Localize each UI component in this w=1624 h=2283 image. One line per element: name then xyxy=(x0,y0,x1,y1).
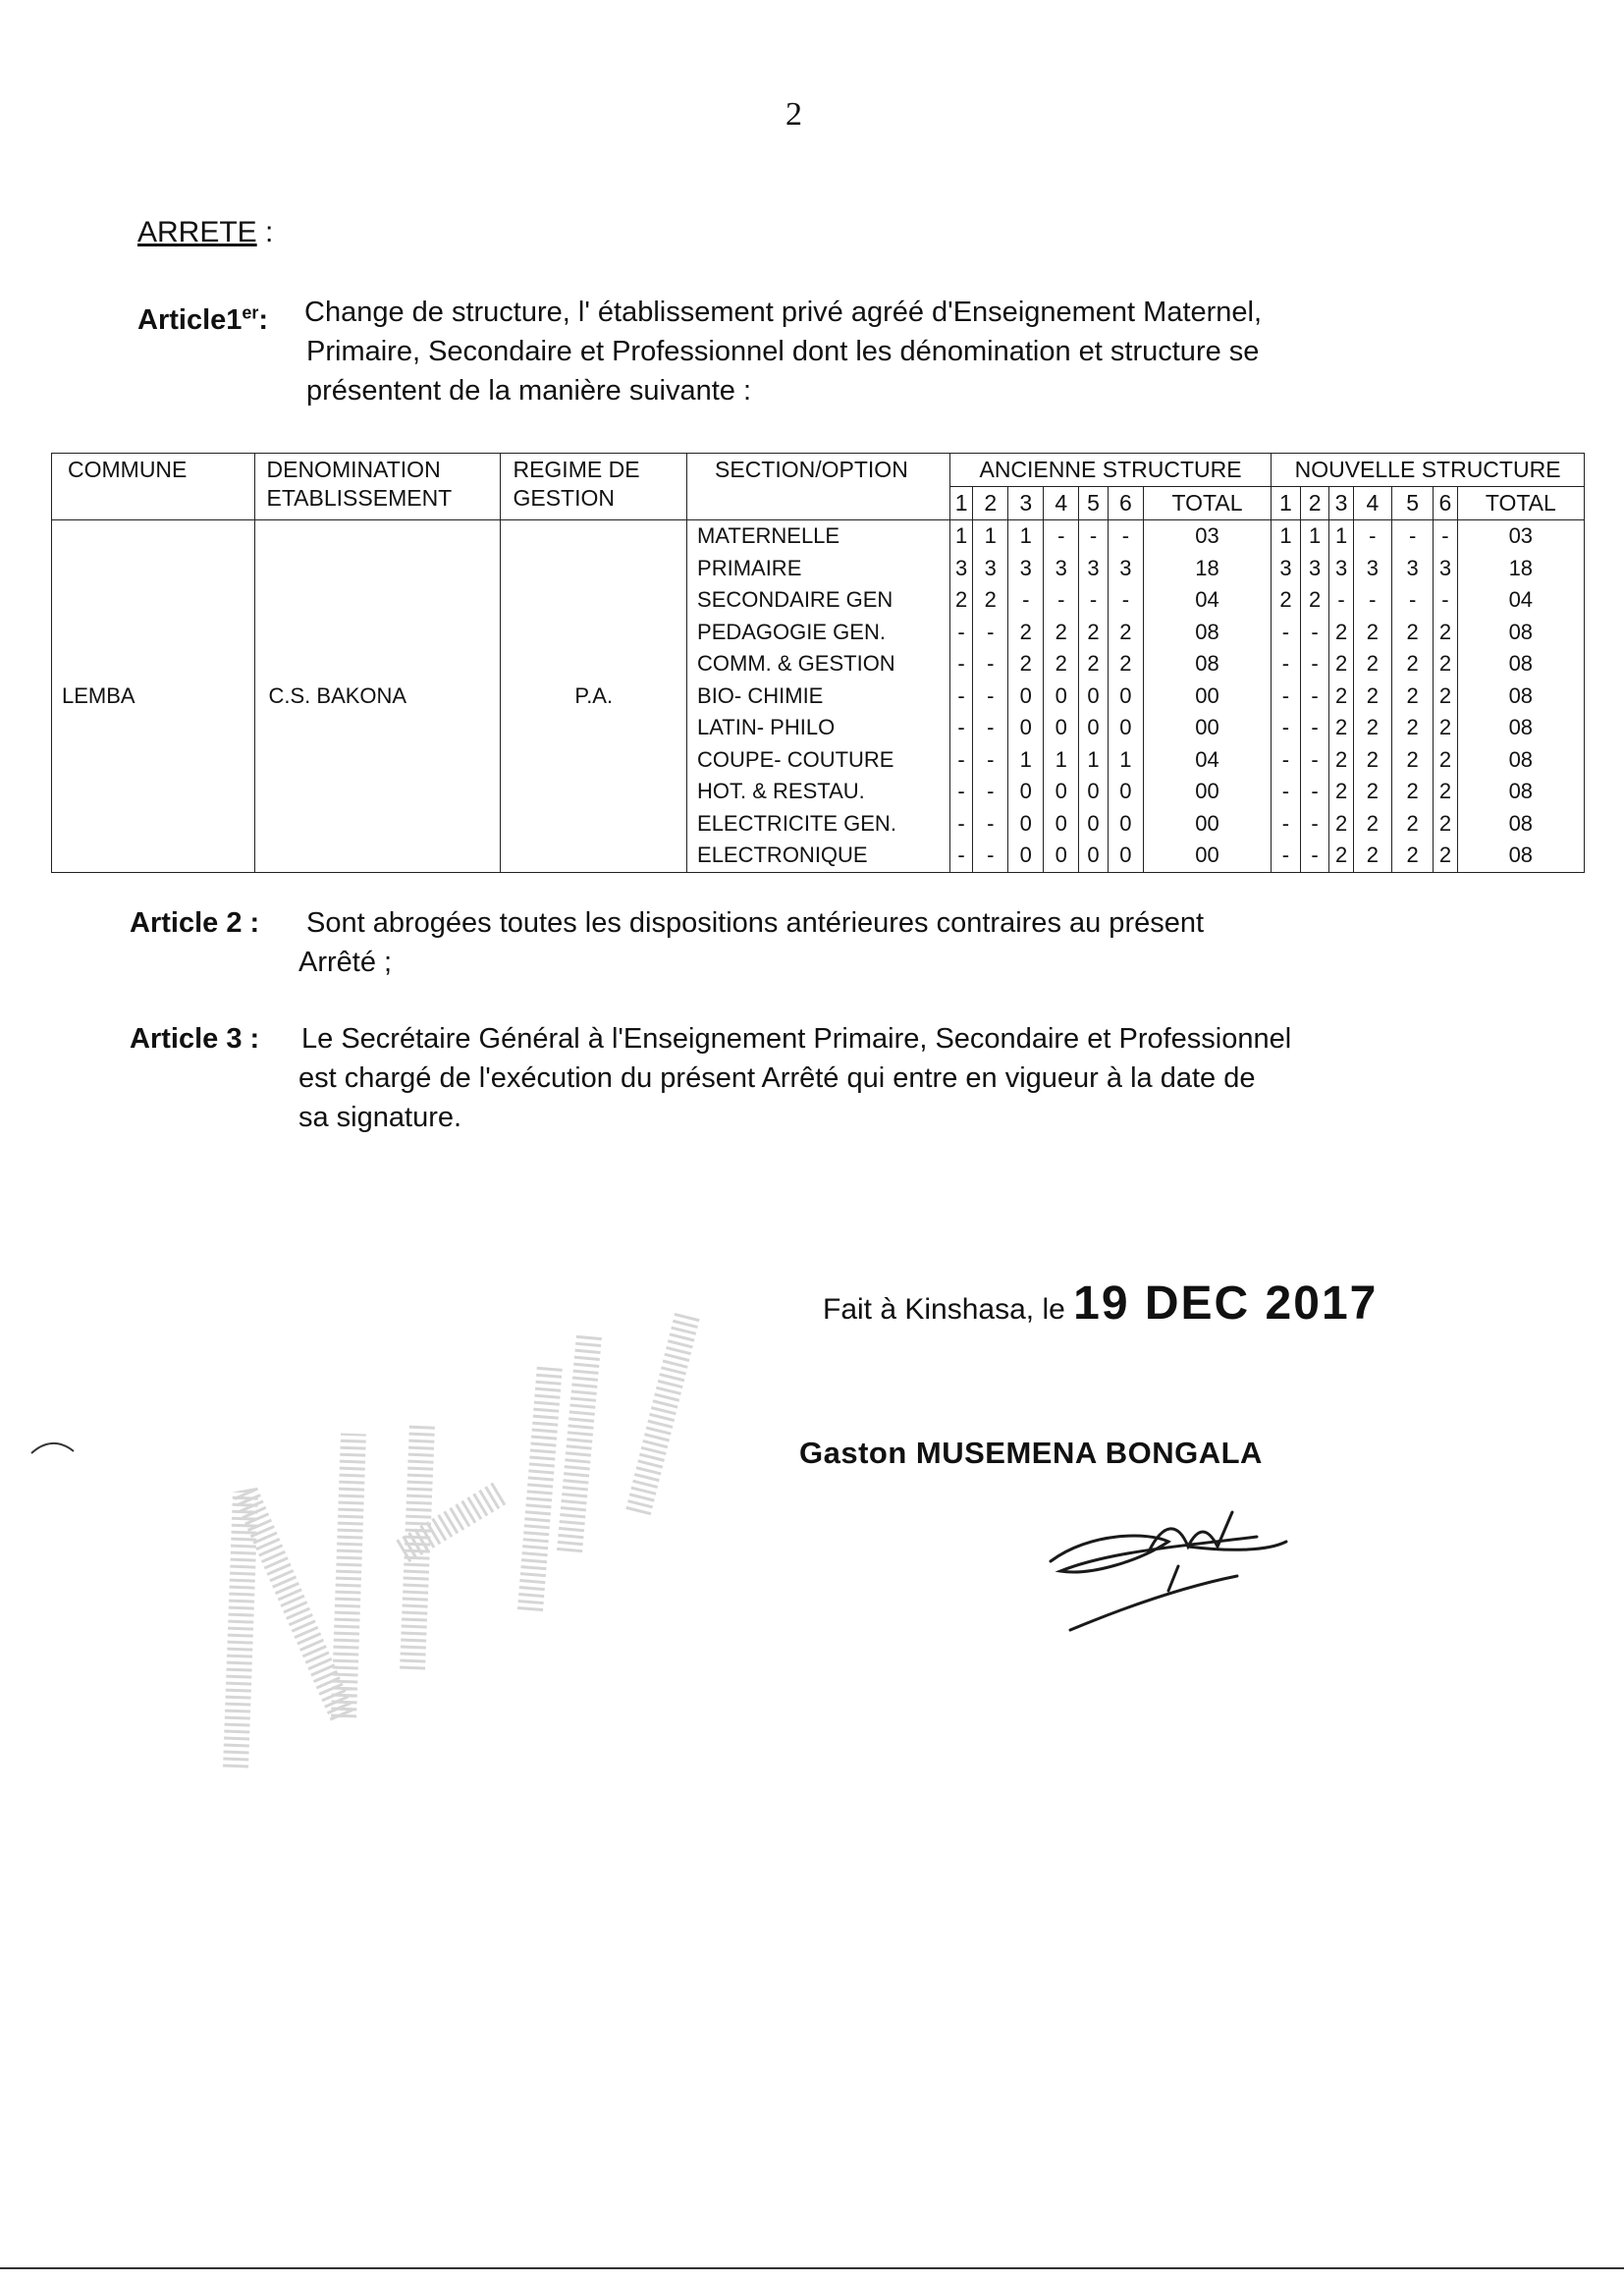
new-year-3-value: 2 xyxy=(1334,810,1348,836)
new-total-value: 04 xyxy=(1508,587,1534,612)
new-year-1-value: - xyxy=(1281,746,1290,772)
new-year-1-value: - xyxy=(1281,715,1290,739)
new-total-value: 03 xyxy=(1508,523,1534,548)
old-year-5-value: 0 xyxy=(1087,715,1100,739)
header-old-year-6: 6 xyxy=(1108,487,1143,520)
section-hot-restau: HOT. & RESTAU. xyxy=(697,779,865,803)
new-year-4-value: - xyxy=(1369,587,1377,612)
new-year-6-value: 2 xyxy=(1438,810,1452,836)
section-latin-philo: LATIN- PHILO xyxy=(697,715,836,739)
old-year-6-value: 2 xyxy=(1119,651,1132,676)
old-year-1-value: 3 xyxy=(954,555,968,580)
old-year-1-value: - xyxy=(957,843,965,867)
new-year-5-value: 2 xyxy=(1406,843,1419,867)
new-year-5-value: - xyxy=(1408,587,1417,612)
section-list-cell xyxy=(687,520,950,873)
header-old-year-1: 1 xyxy=(949,487,972,520)
old-year-5-value: 3 xyxy=(1087,555,1100,580)
new-year-2-value: - xyxy=(1311,810,1319,836)
header-nouvelle-text: NOUVELLE STRUCTURE xyxy=(1294,457,1561,482)
new-year-6-value: 2 xyxy=(1438,715,1452,739)
section-primaire: PRIMAIRE xyxy=(697,555,802,580)
section-electronique: ELECTRONIQUE xyxy=(697,843,868,867)
new-year-1-value: - xyxy=(1281,810,1290,836)
new-year-2-value: - xyxy=(1311,682,1319,708)
new-year-4-value: 3 xyxy=(1366,555,1379,580)
old-total-value: 08 xyxy=(1195,619,1219,644)
new-year-2-value: 3 xyxy=(1308,555,1322,580)
header-denomination xyxy=(254,454,501,520)
article-3-line-1: Le Secrétaire Général à l'Enseignement Primaire, Secondaire et Professionnel xyxy=(301,1023,1292,1055)
etablissement-value: C.S. BAKONA xyxy=(268,682,407,708)
new-year-2-value: 2 xyxy=(1308,587,1322,612)
old-year-6-value: 0 xyxy=(1119,715,1132,739)
article-1-label-text: Article1 xyxy=(137,303,243,336)
old-year-3-value: - xyxy=(1022,587,1030,612)
old-year-2-value: 1 xyxy=(984,523,997,548)
new-year-4-value: 2 xyxy=(1366,682,1379,708)
new-year-1-value: - xyxy=(1281,651,1290,676)
old-year-4-value: - xyxy=(1057,523,1065,548)
place-and-date xyxy=(823,1277,1378,1331)
faded-stamp-watermark xyxy=(177,1257,785,1807)
header-new-year-5: 5 xyxy=(1391,487,1433,520)
old-year-5-value: 0 xyxy=(1087,810,1100,836)
old-year-1-column xyxy=(949,520,972,873)
old-year-5-value: 0 xyxy=(1087,779,1100,803)
old-total-value: 00 xyxy=(1195,779,1219,803)
header-commune-text: COMMUNE xyxy=(68,457,188,482)
article-1-line-1: Change de structure, l' établissement privé agréé d'Enseignement Maternel, xyxy=(304,297,1263,328)
old-year-6-value: 0 xyxy=(1119,779,1132,803)
header-new-year-4: 4 xyxy=(1353,487,1391,520)
header-new-year-2: 2 xyxy=(1300,487,1329,520)
new-year-3-value: 1 xyxy=(1334,523,1348,548)
new-year-3-value: 2 xyxy=(1334,715,1348,739)
old-year-3-value: 1 xyxy=(1019,746,1032,772)
new-year-1-value: - xyxy=(1281,779,1290,803)
old-year-4-value: 0 xyxy=(1055,810,1067,836)
new-year-6-value: 2 xyxy=(1438,619,1452,644)
section-coupe-couture: COUPE- COUTURE xyxy=(697,746,894,772)
header-commune xyxy=(52,454,255,520)
new-total-value: 18 xyxy=(1508,555,1534,580)
old-year-4-value: 0 xyxy=(1055,715,1067,739)
new-year-2-value: 1 xyxy=(1308,523,1322,548)
old-year-5-value: - xyxy=(1089,523,1098,548)
new-year-3-value: 2 xyxy=(1334,779,1348,803)
new-total-value: 08 xyxy=(1508,746,1534,772)
article-3-line-2: est chargé de l'exécution du présent Arrêté qui entre en vigueur à la date de xyxy=(298,1062,1256,1094)
commune-value: LEMBA xyxy=(62,682,135,708)
old-total-value: 00 xyxy=(1195,843,1219,867)
header-denomination-line-1: DENOMINATION xyxy=(266,457,441,482)
new-total-value: 08 xyxy=(1508,715,1534,739)
new-year-6-value: 2 xyxy=(1438,746,1452,772)
new-year-4-value: 2 xyxy=(1366,619,1379,644)
old-year-2-value: - xyxy=(987,779,995,803)
old-year-1-value: - xyxy=(957,810,965,836)
new-year-2-value: - xyxy=(1311,651,1319,676)
article-2-label: Article 2 : xyxy=(130,907,260,939)
header-old-year-4: 4 xyxy=(1044,487,1079,520)
new-year-2-column xyxy=(1300,520,1329,873)
new-total-value: 08 xyxy=(1508,651,1534,676)
old-year-4-value: 1 xyxy=(1055,746,1067,772)
article-2-line-1: Sont abrogées toutes les dispositions antérieures contraires au présent xyxy=(306,907,1205,939)
old-year-3-value: 0 xyxy=(1019,810,1032,836)
new-year-2-value: - xyxy=(1311,715,1319,739)
old-year-3-value: 2 xyxy=(1019,619,1032,644)
old-year-3-value: 0 xyxy=(1019,715,1032,739)
old-total-value: 00 xyxy=(1195,715,1219,739)
section-bio-chimie: BIO- CHIMIE xyxy=(697,682,824,708)
new-year-5-value: 2 xyxy=(1406,746,1419,772)
old-year-2-value: - xyxy=(987,651,995,676)
new-year-2-value: - xyxy=(1311,746,1319,772)
new-year-2-value: - xyxy=(1311,619,1319,644)
old-year-5-value: 2 xyxy=(1087,651,1100,676)
new-total-column xyxy=(1457,520,1584,873)
old-year-2-value: - xyxy=(987,746,995,772)
old-year-4-value: 0 xyxy=(1055,779,1067,803)
section-comm-gestion: COMM. & GESTION xyxy=(697,651,895,676)
article-1-label-colon: : xyxy=(258,303,269,336)
old-year-1-value: - xyxy=(957,619,965,644)
old-year-6-column xyxy=(1108,520,1143,873)
new-year-1-column xyxy=(1272,520,1301,873)
old-year-2-value: - xyxy=(987,682,995,708)
old-year-2-value: 3 xyxy=(984,555,997,580)
old-total-value: 04 xyxy=(1195,746,1219,772)
old-year-1-value: - xyxy=(957,715,965,739)
header-regime xyxy=(501,454,687,520)
handwritten-signature xyxy=(1031,1493,1326,1650)
old-year-6-value: - xyxy=(1121,587,1130,612)
section-electricite-gen: ELECTRICITE GEN. xyxy=(697,810,896,836)
article-1 xyxy=(137,293,1512,407)
new-year-1-value: 2 xyxy=(1279,587,1292,612)
old-year-1-value: - xyxy=(957,746,965,772)
article-3-line-3: sa signature. xyxy=(298,1102,462,1133)
old-year-2-value: 2 xyxy=(984,587,997,612)
new-year-6-value: 2 xyxy=(1438,651,1452,676)
new-total-value: 08 xyxy=(1508,843,1534,867)
old-total-value: 08 xyxy=(1195,651,1219,676)
new-year-4-value: 2 xyxy=(1366,779,1379,803)
regime-cell xyxy=(501,520,687,873)
new-total-value: 08 xyxy=(1508,619,1534,644)
old-year-6-value: 3 xyxy=(1119,555,1132,580)
header-nouvelle-structure xyxy=(1272,454,1585,487)
old-year-6-value: 0 xyxy=(1119,843,1132,867)
header-row-1 xyxy=(52,454,1585,487)
header-new-year-3: 3 xyxy=(1329,487,1353,520)
old-year-1-value: - xyxy=(957,779,965,803)
article-2 xyxy=(130,903,1524,978)
new-year-3-value: 2 xyxy=(1334,843,1348,867)
header-new-year-6: 6 xyxy=(1434,487,1457,520)
new-year-5-value: 2 xyxy=(1406,619,1419,644)
old-year-6-value: 1 xyxy=(1119,746,1132,772)
place-text: Fait à Kinshasa, le xyxy=(823,1293,1065,1326)
old-total-value: 04 xyxy=(1195,587,1219,612)
old-year-4-value: 2 xyxy=(1055,651,1067,676)
new-year-6-value: - xyxy=(1441,523,1449,548)
old-year-2-value: - xyxy=(987,619,995,644)
new-year-5-value: 2 xyxy=(1406,682,1419,708)
new-year-2-value: - xyxy=(1311,779,1319,803)
article-1-line-3: présentent de la manière suivante : xyxy=(306,375,751,407)
old-total-value: 00 xyxy=(1195,682,1219,708)
old-total-value: 00 xyxy=(1195,810,1219,836)
header-ancienne-structure xyxy=(949,454,1271,487)
new-year-1-value: - xyxy=(1281,619,1290,644)
old-year-4-value: 3 xyxy=(1055,555,1067,580)
old-year-2-value: - xyxy=(987,810,995,836)
old-year-6-value: 2 xyxy=(1119,619,1132,644)
new-total-value: 08 xyxy=(1508,779,1534,803)
signatory-name: Gaston MUSEMENA BONGALA xyxy=(799,1436,1263,1470)
article-3-label: Article 3 : xyxy=(130,1023,260,1055)
old-year-5-value: 0 xyxy=(1087,682,1100,708)
old-year-1-value: - xyxy=(957,651,965,676)
new-year-1-value: 3 xyxy=(1279,555,1292,580)
old-year-3-value: 3 xyxy=(1019,555,1032,580)
structure-table xyxy=(51,453,1585,873)
old-year-3-value: 1 xyxy=(1019,523,1032,548)
decree-heading xyxy=(137,216,273,249)
old-year-4-value: - xyxy=(1057,587,1065,612)
new-year-5-value: 2 xyxy=(1406,715,1419,739)
old-total-value: 03 xyxy=(1195,523,1219,548)
header-regime-line-2: GESTION xyxy=(513,485,615,511)
old-year-4-value: 0 xyxy=(1055,682,1067,708)
new-total-value: 08 xyxy=(1508,682,1534,708)
old-year-5-value: 1 xyxy=(1087,746,1100,772)
new-year-5-value: 2 xyxy=(1406,779,1419,803)
new-year-6-value: 2 xyxy=(1438,843,1452,867)
new-year-4-value: 2 xyxy=(1366,746,1379,772)
old-year-3-value: 0 xyxy=(1019,779,1032,803)
header-old-year-2: 2 xyxy=(973,487,1008,520)
new-year-3-value: 3 xyxy=(1334,555,1348,580)
commune-cell xyxy=(52,520,255,873)
bottom-rule xyxy=(0,2267,1624,2269)
header-old-year-5: 5 xyxy=(1079,487,1109,520)
regime-value: P.A. xyxy=(574,682,614,708)
new-year-6-value: - xyxy=(1441,587,1449,612)
date-stamp: 19 DEC 2017 xyxy=(1073,1277,1379,1330)
new-year-1-value: - xyxy=(1281,843,1290,867)
new-year-4-value: 2 xyxy=(1366,810,1379,836)
new-year-5-column xyxy=(1391,520,1433,873)
old-year-5-column xyxy=(1079,520,1109,873)
header-denomination-line-2: ETABLISSEMENT xyxy=(266,485,453,511)
article-1-line-2: Primaire, Secondaire et Professionnel dont les dénomination et structure se xyxy=(306,336,1260,367)
new-year-4-value: 2 xyxy=(1366,651,1379,676)
etablissement-cell xyxy=(254,520,501,873)
arrete-label: ARRETE xyxy=(137,216,257,248)
header-section-text: SECTION/OPTION xyxy=(715,457,908,482)
old-year-2-value: - xyxy=(987,715,995,739)
section-pedagogie-gen: PEDAGOGIE GEN. xyxy=(697,619,886,644)
old-year-3-value: 0 xyxy=(1019,843,1032,867)
old-year-2-column xyxy=(973,520,1008,873)
new-year-3-value: 2 xyxy=(1334,619,1348,644)
new-total-value: 08 xyxy=(1508,810,1534,836)
page-number: 2 xyxy=(785,96,802,133)
data-row xyxy=(52,520,1585,873)
old-year-1-value: 2 xyxy=(954,587,968,612)
old-total-value: 18 xyxy=(1195,555,1219,580)
article-1-label xyxy=(137,304,268,336)
new-year-3-value: - xyxy=(1337,587,1345,612)
new-year-6-column xyxy=(1434,520,1457,873)
new-year-4-value: 2 xyxy=(1366,843,1379,867)
header-new-year-1: 1 xyxy=(1272,487,1301,520)
old-total-column xyxy=(1143,520,1271,873)
header-section xyxy=(687,454,950,520)
new-year-5-value: - xyxy=(1408,523,1417,548)
new-year-5-value: 2 xyxy=(1406,651,1419,676)
header-regime-line-1: REGIME DE xyxy=(513,457,640,482)
header-old-year-3: 3 xyxy=(1008,487,1044,520)
old-year-6-value: 0 xyxy=(1119,682,1132,708)
new-year-3-value: 2 xyxy=(1334,682,1348,708)
article-2-line-2: Arrêté ; xyxy=(298,947,393,978)
new-year-6-value: 2 xyxy=(1438,682,1452,708)
new-year-3-column xyxy=(1329,520,1353,873)
new-year-6-value: 3 xyxy=(1438,555,1452,580)
article-3 xyxy=(130,1019,1524,1133)
old-year-6-value: 0 xyxy=(1119,810,1132,836)
header-new-total: TOTAL xyxy=(1457,487,1584,520)
old-year-4-value: 2 xyxy=(1055,619,1067,644)
old-year-4-column xyxy=(1044,520,1079,873)
old-year-3-value: 0 xyxy=(1019,682,1032,708)
old-year-1-value: - xyxy=(957,682,965,708)
new-year-3-value: 2 xyxy=(1334,651,1348,676)
new-year-5-value: 3 xyxy=(1406,555,1419,580)
article-1-label-sup: er xyxy=(242,302,259,322)
header-ancienne-text: ANCIENNE STRUCTURE xyxy=(979,457,1242,482)
header-old-total: TOTAL xyxy=(1143,487,1271,520)
old-year-3-column xyxy=(1008,520,1044,873)
old-year-3-value: 2 xyxy=(1019,651,1032,676)
new-year-4-value: - xyxy=(1369,523,1377,548)
section-secondaire-gen: SECONDAIRE GEN xyxy=(697,587,893,612)
section-maternelle: MATERNELLE xyxy=(697,523,840,548)
new-year-2-value: - xyxy=(1311,843,1319,867)
old-year-4-value: 0 xyxy=(1055,843,1067,867)
old-year-5-value: - xyxy=(1089,587,1098,612)
scan-mark xyxy=(29,1434,88,1463)
old-year-5-value: 0 xyxy=(1087,843,1100,867)
old-year-6-value: - xyxy=(1121,523,1130,548)
new-year-1-value: - xyxy=(1281,682,1290,708)
new-year-4-value: 2 xyxy=(1366,715,1379,739)
arrete-colon: : xyxy=(256,216,274,248)
old-year-2-value: - xyxy=(987,843,995,867)
new-year-6-value: 2 xyxy=(1438,779,1452,803)
old-year-1-value: 1 xyxy=(954,523,968,548)
new-year-4-column xyxy=(1353,520,1391,873)
new-year-1-value: 1 xyxy=(1279,523,1292,548)
old-year-5-value: 2 xyxy=(1087,619,1100,644)
new-year-5-value: 2 xyxy=(1406,810,1419,836)
new-year-3-value: 2 xyxy=(1334,746,1348,772)
